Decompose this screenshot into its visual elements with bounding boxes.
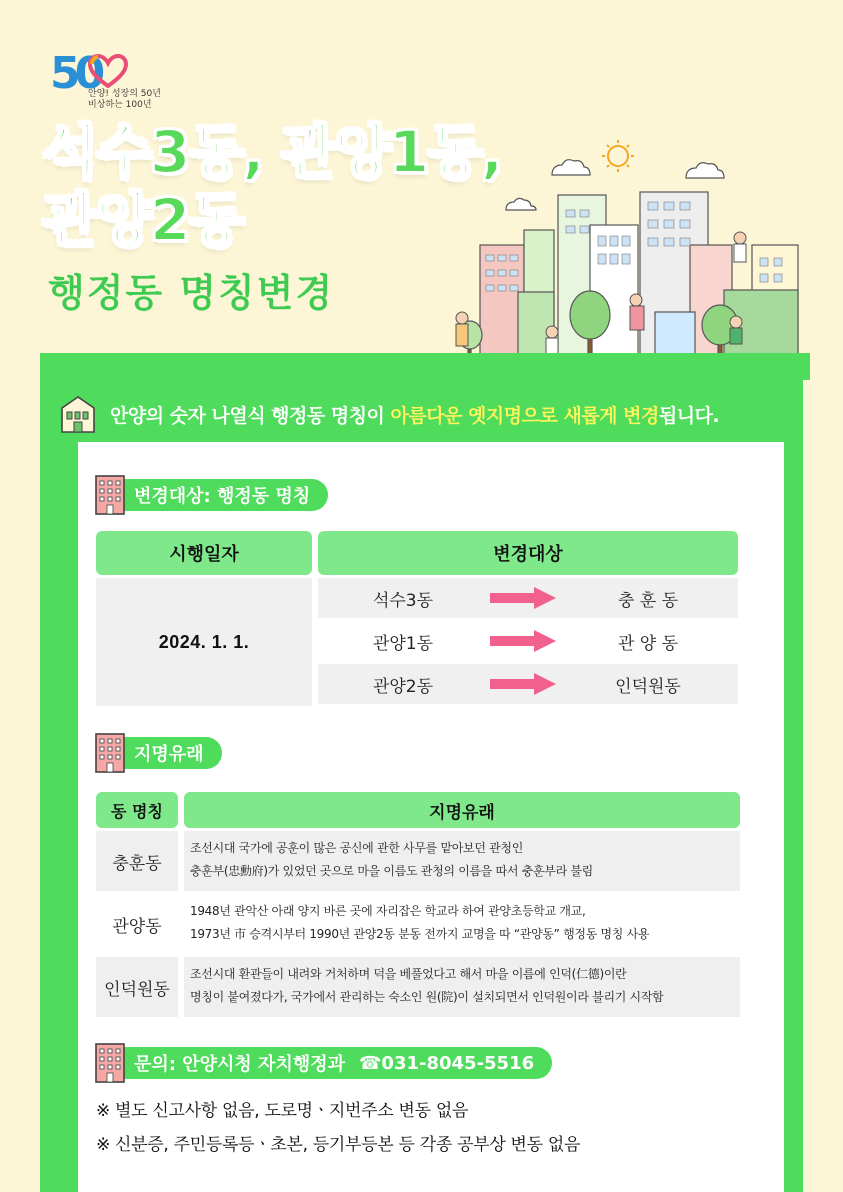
logo-mark: 50: [50, 48, 100, 99]
section-label: 지명유래: [120, 737, 222, 769]
building-icon: [94, 1042, 126, 1084]
origin-description: [184, 894, 740, 954]
table-row: [318, 621, 738, 661]
page-subtitle: 행정동 명칭변경: [48, 271, 335, 315]
effective-date: 2024. 1. 1.: [96, 578, 312, 706]
intro-text-highlight: 아름다운 옛지명으로 새롭게 변경: [390, 404, 659, 427]
section-label: 변경대상: 행정동 명칭: [120, 479, 328, 511]
intro-text-before: 안양의 숫자 나열식 행정동 명칭이: [110, 404, 391, 427]
origin-description: [184, 831, 740, 891]
anyang-50-logo: [50, 48, 161, 110]
dong-name: 인덕원동: [96, 957, 178, 1017]
new-name: 관 양 동: [617, 633, 679, 654]
table-header-target: 변경대상: [318, 531, 738, 575]
logo-slogan-2: 비상하는 100년: [88, 100, 152, 110]
building-icon: [94, 732, 126, 774]
note-item: ※ 신분증, 주민등록등ㆍ초본, 등기부등본 등 각종 공부상 변동 없음: [96, 1135, 581, 1155]
house-icon: [60, 394, 96, 434]
origin-line-2: 충훈부(忠勳府)가 있었던 곳으로 마을 이름도 관청의 이름을 따서 충훈부라 불림: [190, 864, 593, 878]
old-name: 관양1동: [372, 633, 434, 654]
title-line-2: 관양2동: [42, 186, 243, 254]
table-header-name: 동 명칭: [96, 792, 178, 828]
origin-line-1: 조선시대 환관들이 내려와 거처하며 덕을 베풀었다고 해서 마을 이름에 인덕(仁德)이란: [190, 967, 627, 981]
sun-icon: [602, 140, 634, 172]
intro-text: [110, 401, 719, 428]
new-name: 충 훈 동: [617, 590, 679, 611]
origin-line-1: 1948년 관악산 아래 양지 바른 곳에 자리잡은 학교라 하여 관양초등학교 개교,: [190, 904, 586, 918]
contact-phone: ☎031-8045-5516: [359, 1052, 535, 1074]
origin-line-1: 조선시대 국가에 공훈이 많은 공신에 관한 사무를 맡아보던 관청인: [190, 841, 524, 855]
contact-department: 문의: 안양시청 자치행정과: [134, 1054, 345, 1075]
dong-name: 관양동: [112, 916, 162, 937]
origin-line-2: 1973년 市 승격시부터 1990년 관양2동 분동 전까지 교명을 따 “관양동” 행정동 명칭 사용: [190, 927, 650, 941]
arrow-right-icon: [488, 629, 558, 653]
origin-description: [184, 957, 740, 1017]
intro-banner: [60, 392, 800, 436]
arrow-right-icon: [488, 672, 558, 696]
arrow-right-icon: [488, 586, 558, 610]
title-line-1: 석수3동, 관양1동,: [42, 118, 502, 186]
heart-icon: [88, 54, 128, 88]
building-icon: [94, 474, 126, 516]
town-illustration: [440, 140, 810, 380]
intro-text-after: 됩니다.: [658, 404, 720, 427]
table-header-origin: 지명유래: [184, 792, 740, 828]
new-name: 인덕원동: [615, 676, 681, 697]
section-header-change-target: [94, 478, 328, 512]
table-header-date: 시행일자: [96, 531, 312, 575]
old-name: 관양2동: [372, 676, 434, 697]
old-name: 석수3동: [372, 590, 434, 611]
origin-line-2: 명칭이 붙여졌다가, 국가에서 관리하는 숙소인 원(院)이 설치되면서 인덕원이라 불리기 시작함: [190, 990, 664, 1004]
contact-label: [120, 1047, 552, 1079]
table-row: [318, 664, 738, 704]
contact-header: [94, 1046, 552, 1080]
logo-slogan-1: 안양! 성장의 50년: [88, 89, 161, 99]
section-header-origin: [94, 736, 222, 770]
note-item: ※ 별도 신고사항 없음, 도로명ㆍ지번주소 변동 없음: [96, 1101, 469, 1121]
table-row: [318, 578, 738, 618]
dong-name: 충훈동: [96, 831, 178, 891]
page-title: [42, 118, 501, 254]
